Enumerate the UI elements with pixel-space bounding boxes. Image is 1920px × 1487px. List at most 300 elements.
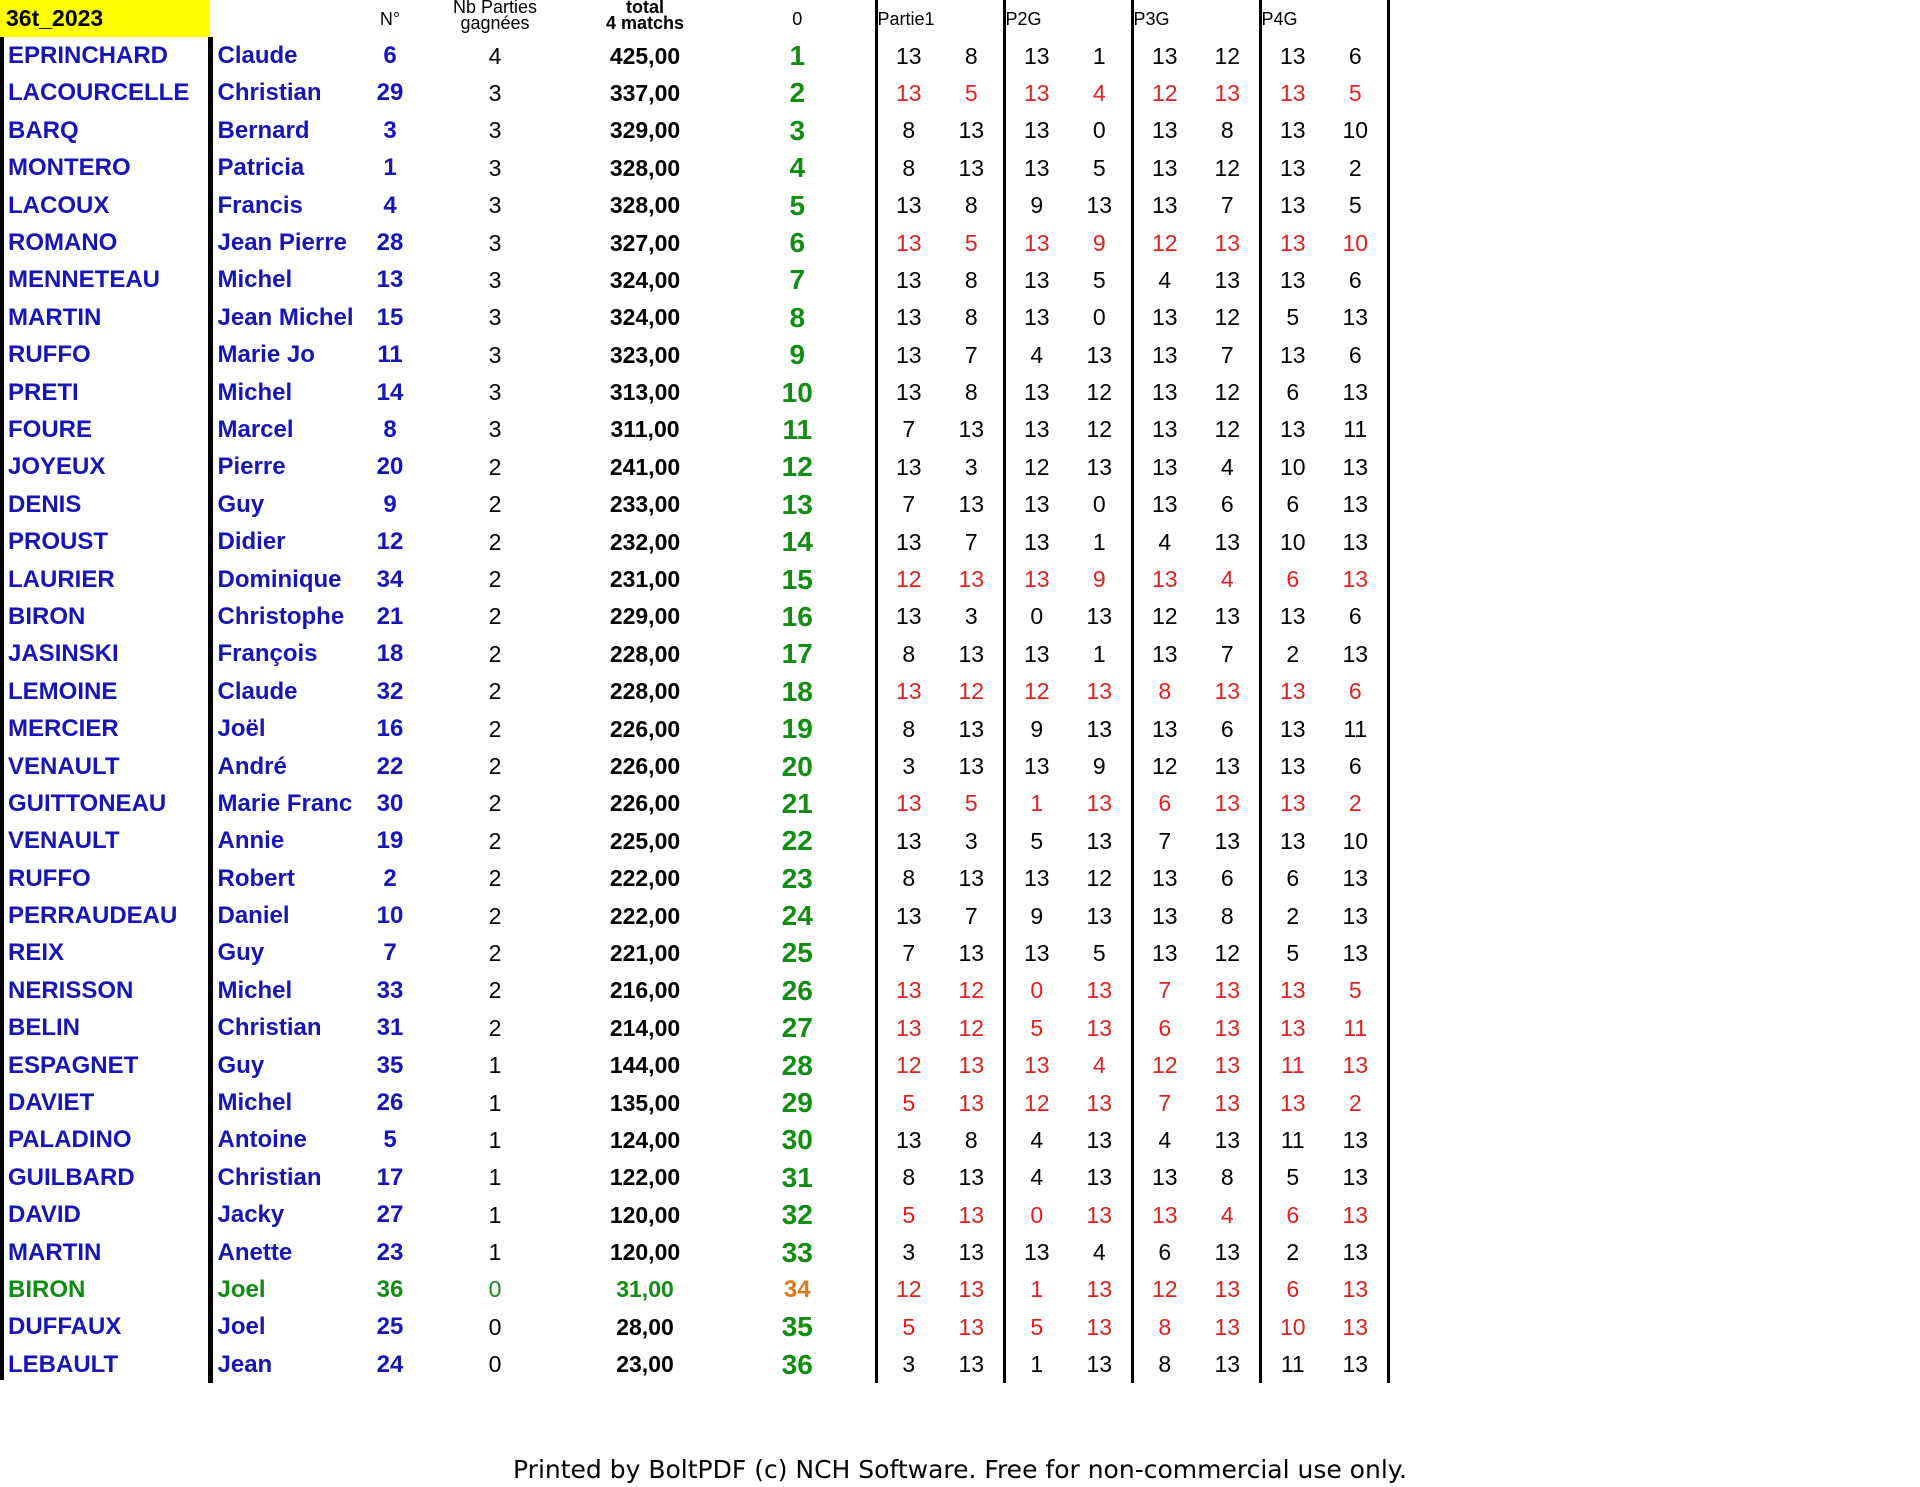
games-won: 1 xyxy=(488,1126,502,1153)
player-first-name: Christophe xyxy=(210,598,360,635)
game-score: 5 xyxy=(1092,154,1106,181)
player-rank: 36 xyxy=(781,1348,813,1380)
game-score: 6 xyxy=(1324,37,1388,74)
game-score: 13 xyxy=(958,416,985,443)
game-score: 13 xyxy=(1260,337,1324,374)
total-points: 337,00 xyxy=(609,79,681,106)
game-score: 13 xyxy=(958,865,985,892)
player-number: 6 xyxy=(383,42,397,70)
header-num: N° xyxy=(379,8,401,29)
game-score: 8 xyxy=(964,42,978,69)
player-last-name: NERISSON xyxy=(8,976,134,1004)
game-score: 13 xyxy=(958,1201,985,1228)
table-row xyxy=(0,337,1388,374)
game-score: 13 xyxy=(1004,224,1068,261)
total-points: 425,00 xyxy=(609,42,681,69)
header-partie1: Partie1 xyxy=(876,0,1004,37)
game-score: 13 xyxy=(1214,1351,1241,1378)
table-row xyxy=(0,37,1388,74)
game-score: 13 xyxy=(876,187,940,224)
table-row xyxy=(0,374,1388,411)
player-rank: 32 xyxy=(781,1199,813,1231)
game-score: 13 xyxy=(1214,977,1241,1004)
game-score: 12 xyxy=(1132,224,1196,261)
player-last-name: MENNETEAU xyxy=(8,266,161,294)
player-number: 21 xyxy=(376,602,404,630)
table-row xyxy=(0,299,1388,336)
table-row xyxy=(0,972,1388,1009)
player-first-name: André xyxy=(210,748,360,785)
game-score: 11 xyxy=(1324,1010,1388,1047)
game-score: 4 xyxy=(1132,523,1196,560)
game-score: 4 xyxy=(1092,1239,1106,1266)
game-score: 12 xyxy=(1214,42,1241,69)
game-score: 6 xyxy=(1324,598,1388,635)
games-won: 2 xyxy=(488,977,502,1004)
player-number: 27 xyxy=(376,1201,404,1229)
game-score: 4 xyxy=(1132,262,1196,299)
game-score: 13 xyxy=(958,1052,985,1079)
game-score: 11 xyxy=(1260,1346,1324,1383)
game-score: 13 xyxy=(876,972,940,1009)
table-row xyxy=(0,187,1388,224)
player-number: 30 xyxy=(376,789,404,817)
game-score: 12 xyxy=(1132,1271,1196,1308)
game-score: 12 xyxy=(1132,598,1196,635)
game-score: 13 xyxy=(1260,37,1324,74)
player-rank: 21 xyxy=(781,787,813,819)
game-score: 13 xyxy=(876,299,940,336)
games-won: 3 xyxy=(488,416,502,443)
player-number: 4 xyxy=(383,191,397,219)
player-number: 20 xyxy=(376,453,404,481)
games-won: 2 xyxy=(488,865,502,892)
game-score: 8 xyxy=(964,1126,978,1153)
player-last-name: JOYEUX xyxy=(8,453,106,481)
game-score: 12 xyxy=(1132,748,1196,785)
games-won: 1 xyxy=(488,1239,502,1266)
game-score: 13 xyxy=(1132,1197,1196,1234)
game-score: 7 xyxy=(1132,972,1196,1009)
total-points: 327,00 xyxy=(609,229,681,256)
player-last-name: LEMOINE xyxy=(8,677,118,705)
game-score: 13 xyxy=(1260,710,1324,747)
game-score: 0 xyxy=(1092,491,1106,518)
game-score: 13 xyxy=(1324,1047,1388,1084)
player-rank: 31 xyxy=(781,1161,813,1193)
game-score: 8 xyxy=(964,192,978,219)
player-last-name: MARTIN xyxy=(8,1238,102,1266)
table-row xyxy=(0,598,1388,635)
player-rank: 27 xyxy=(781,1012,813,1044)
player-number: 17 xyxy=(376,1163,404,1191)
player-first-name: Michel xyxy=(210,972,360,1009)
game-score: 13 xyxy=(1004,37,1068,74)
game-score: 13 xyxy=(1086,1201,1113,1228)
game-score: 13 xyxy=(1214,790,1241,817)
player-rank: 6 xyxy=(789,227,806,259)
player-rank: 11 xyxy=(782,413,813,445)
total-points: 328,00 xyxy=(609,192,681,219)
player-number: 35 xyxy=(376,1051,404,1079)
games-won: 0 xyxy=(488,1276,502,1303)
game-score: 13 xyxy=(1004,935,1068,972)
table-row xyxy=(0,673,1388,710)
game-score: 9 xyxy=(1092,566,1106,593)
game-score: 13 xyxy=(1214,79,1241,106)
table-row xyxy=(0,1197,1388,1234)
player-last-name: REIX xyxy=(8,939,65,967)
player-last-name: LEBAULT xyxy=(8,1350,119,1378)
player-rank: 17 xyxy=(781,638,813,670)
game-score: 7 xyxy=(1220,192,1234,219)
player-first-name: Marcel xyxy=(210,411,360,448)
game-score: 13 xyxy=(1324,897,1388,934)
game-score: 9 xyxy=(1004,897,1068,934)
player-first-name: Claude xyxy=(210,673,360,710)
game-score: 13 xyxy=(1324,1346,1388,1383)
game-score: 13 xyxy=(1214,229,1241,256)
game-score: 13 xyxy=(958,491,985,518)
player-first-name: Anette xyxy=(210,1234,360,1271)
game-score: 13 xyxy=(1132,150,1196,187)
player-number: 25 xyxy=(376,1313,404,1341)
player-rank: 29 xyxy=(781,1087,813,1119)
player-rank: 12 xyxy=(781,451,813,483)
table-row xyxy=(0,1309,1388,1346)
table-row xyxy=(0,935,1388,972)
game-score: 13 xyxy=(1214,1052,1241,1079)
game-score: 3 xyxy=(964,453,978,480)
player-first-name: Michel xyxy=(210,262,360,299)
game-score: 13 xyxy=(1324,935,1388,972)
total-points: 229,00 xyxy=(609,603,681,630)
game-score: 13 xyxy=(958,154,985,181)
game-score: 13 xyxy=(1004,523,1068,560)
game-score: 13 xyxy=(876,449,940,486)
game-score: 2 xyxy=(1324,1084,1388,1121)
game-score: 13 xyxy=(1324,486,1388,523)
total-points: 144,00 xyxy=(609,1052,681,1079)
total-points: 323,00 xyxy=(609,341,681,368)
game-score: 13 xyxy=(1260,1084,1324,1121)
total-points: 122,00 xyxy=(609,1164,681,1191)
game-score: 13 xyxy=(958,753,985,779)
games-won: 2 xyxy=(488,715,502,742)
game-score: 13 xyxy=(1260,224,1324,261)
game-score: 12 xyxy=(1086,416,1113,443)
game-score: 12 xyxy=(958,678,985,705)
games-won: 3 xyxy=(488,117,502,144)
total-points: 232,00 xyxy=(609,528,681,555)
table-row xyxy=(0,1346,1388,1383)
games-won: 3 xyxy=(488,79,502,106)
player-number: 7 xyxy=(383,939,397,967)
player-number: 11 xyxy=(377,341,403,369)
player-last-name: RUFFO xyxy=(8,341,91,369)
player-first-name: Joel xyxy=(210,1271,360,1308)
games-won: 3 xyxy=(488,379,502,406)
game-score: 13 xyxy=(1004,374,1068,411)
player-first-name: Dominique xyxy=(210,561,360,598)
game-score: 3 xyxy=(876,1346,940,1383)
game-score: 13 xyxy=(876,75,940,112)
game-score: 5 xyxy=(876,1084,940,1121)
total-points: 225,00 xyxy=(609,827,681,854)
game-score: 1 xyxy=(1092,528,1106,555)
table-row xyxy=(0,150,1388,187)
player-rank: 3 xyxy=(789,114,806,146)
header-wins-line1: Nb Parties xyxy=(452,0,538,18)
game-score: 13 xyxy=(1086,341,1113,368)
game-score: 12 xyxy=(958,1014,985,1041)
game-score: 7 xyxy=(876,486,940,523)
game-score: 6 xyxy=(1260,374,1324,411)
header-wins-line2: gagnées xyxy=(460,13,530,34)
game-score: 13 xyxy=(1214,827,1241,854)
game-score: 12 xyxy=(876,1271,940,1308)
results-body xyxy=(0,37,1388,1383)
player-first-name: Michel xyxy=(210,374,360,411)
game-score: 13 xyxy=(1324,561,1388,598)
game-score: 5 xyxy=(964,790,978,817)
player-rank: 14 xyxy=(781,526,813,558)
player-number: 8 xyxy=(383,415,397,443)
player-number: 31 xyxy=(376,1014,404,1042)
game-score: 0 xyxy=(1004,972,1068,1009)
game-score: 6 xyxy=(1324,337,1388,374)
game-score: 13 xyxy=(876,598,940,635)
table-row xyxy=(0,785,1388,822)
total-points: 120,00 xyxy=(609,1201,681,1228)
game-score: 13 xyxy=(1086,827,1113,854)
games-won: 3 xyxy=(488,229,502,256)
game-score: 10 xyxy=(1324,823,1388,860)
player-rank: 19 xyxy=(781,713,813,745)
player-rank: 9 xyxy=(789,339,806,371)
game-score: 1 xyxy=(1004,1271,1068,1308)
game-score: 13 xyxy=(876,337,940,374)
game-score: 13 xyxy=(1260,673,1324,710)
game-score: 6 xyxy=(1260,561,1324,598)
game-score: 13 xyxy=(1324,299,1388,336)
player-first-name: Jean xyxy=(210,1346,360,1383)
game-score: 13 xyxy=(876,37,940,74)
player-last-name: ESPAGNET xyxy=(8,1051,139,1079)
games-won: 3 xyxy=(488,192,502,219)
game-score: 7 xyxy=(964,902,978,929)
game-score: 4 xyxy=(1004,337,1068,374)
player-rank: 25 xyxy=(781,937,813,969)
player-last-name: VENAULT xyxy=(8,752,120,780)
game-score: 13 xyxy=(958,1276,985,1303)
player-number: 3 xyxy=(383,116,397,144)
game-score: 7 xyxy=(876,935,940,972)
game-score: 13 xyxy=(876,1122,940,1159)
game-score: 13 xyxy=(1214,528,1241,555)
game-score: 6 xyxy=(1220,865,1234,892)
game-score: 13 xyxy=(1260,598,1324,635)
game-score: 12 xyxy=(1214,939,1241,966)
game-score: 13 xyxy=(1086,1351,1113,1378)
player-first-name: Patricia xyxy=(210,150,360,187)
games-won: 2 xyxy=(488,790,502,817)
game-score: 12 xyxy=(1132,75,1196,112)
player-first-name: Daniel xyxy=(210,897,360,934)
total-points: 221,00 xyxy=(609,939,681,966)
game-score: 13 xyxy=(1260,112,1324,149)
game-score: 13 xyxy=(1004,486,1068,523)
table-row xyxy=(0,1234,1388,1271)
game-score: 13 xyxy=(958,1351,985,1378)
player-last-name: LACOURCELLE xyxy=(8,79,190,107)
total-points: 135,00 xyxy=(609,1089,681,1116)
player-first-name: Christian xyxy=(210,75,360,112)
total-points: 214,00 xyxy=(609,1014,681,1041)
game-score: 4 xyxy=(1220,1201,1234,1228)
game-score: 13 xyxy=(1086,715,1113,742)
game-score: 9 xyxy=(1092,229,1106,256)
game-score: 0 xyxy=(1004,598,1068,635)
game-score: 13 xyxy=(958,715,985,742)
player-number: 10 xyxy=(376,902,404,930)
player-first-name: Guy xyxy=(210,935,360,972)
games-won: 2 xyxy=(488,1014,502,1041)
player-number: 12 xyxy=(376,528,404,556)
game-score: 8 xyxy=(964,379,978,406)
sheet-title: 36t_2023 xyxy=(0,0,210,37)
player-number: 24 xyxy=(376,1350,404,1378)
game-score: 8 xyxy=(876,1159,940,1196)
game-score: 13 xyxy=(1324,1234,1388,1271)
game-score: 13 xyxy=(1086,603,1113,630)
player-number: 1 xyxy=(383,154,397,182)
total-points: 324,00 xyxy=(609,266,681,293)
table-row xyxy=(0,636,1388,673)
game-score: 13 xyxy=(1324,1197,1388,1234)
games-won: 2 xyxy=(488,603,502,630)
game-score: 6 xyxy=(1324,673,1388,710)
player-rank: 10 xyxy=(781,376,813,408)
game-score: 8 xyxy=(876,112,940,149)
player-rank: 35 xyxy=(781,1311,813,1343)
games-won: 0 xyxy=(488,1313,502,1340)
game-score: 13 xyxy=(1004,112,1068,149)
player-number: 13 xyxy=(376,266,404,294)
game-score: 12 xyxy=(958,977,985,1004)
player-last-name: PALADINO xyxy=(8,1126,132,1154)
player-first-name: Didier xyxy=(210,523,360,560)
game-score: 3 xyxy=(964,603,978,630)
game-score: 11 xyxy=(1260,1047,1324,1084)
header-first-name xyxy=(210,0,360,37)
player-first-name: Guy xyxy=(210,1047,360,1084)
player-rank: 13 xyxy=(781,488,813,520)
game-score: 11 xyxy=(1260,1122,1324,1159)
total-points: 233,00 xyxy=(609,491,681,518)
game-score: 13 xyxy=(1214,678,1241,705)
player-number: 33 xyxy=(376,976,404,1004)
game-score: 5 xyxy=(1092,266,1106,293)
game-score: 13 xyxy=(876,823,940,860)
game-score: 12 xyxy=(1086,865,1113,892)
player-number: 19 xyxy=(376,827,404,855)
game-score: 13 xyxy=(1004,860,1068,897)
game-score: 13 xyxy=(1260,75,1324,112)
table-row xyxy=(0,561,1388,598)
game-score: 9 xyxy=(1004,710,1068,747)
total-points: 329,00 xyxy=(609,117,681,144)
player-last-name: BIRON xyxy=(8,602,86,630)
game-score: 6 xyxy=(1220,491,1234,518)
player-rank: 16 xyxy=(781,600,813,632)
player-first-name: Annie xyxy=(210,823,360,860)
total-points: 311,00 xyxy=(610,416,680,443)
player-last-name: LAURIER xyxy=(8,565,115,593)
player-first-name: Jean Michel xyxy=(210,299,360,336)
player-last-name: VENAULT xyxy=(8,827,120,855)
table-row xyxy=(0,748,1388,785)
game-score: 13 xyxy=(1260,823,1324,860)
game-score: 4 xyxy=(1004,1122,1068,1159)
player-first-name: Joël xyxy=(210,710,360,747)
game-score: 13 xyxy=(1214,1313,1241,1340)
header-wins xyxy=(420,0,570,37)
player-number: 18 xyxy=(376,640,404,668)
player-number: 29 xyxy=(376,79,404,107)
game-score: 5 xyxy=(1004,1010,1068,1047)
game-score: 7 xyxy=(1132,823,1196,860)
game-score: 6 xyxy=(1324,262,1388,299)
total-points: 222,00 xyxy=(609,902,681,929)
game-score: 5 xyxy=(964,79,978,106)
game-score: 13 xyxy=(1132,860,1196,897)
game-score: 13 xyxy=(958,117,985,144)
game-score: 8 xyxy=(876,636,940,673)
game-score: 4 xyxy=(1132,1122,1196,1159)
game-score: 12 xyxy=(876,1047,940,1084)
player-rank: 23 xyxy=(781,862,813,894)
games-won: 2 xyxy=(488,453,502,480)
game-score: 5 xyxy=(964,229,978,256)
player-number: 23 xyxy=(376,1238,404,1266)
player-first-name: Bernard xyxy=(210,112,360,149)
total-points: 216,00 xyxy=(609,977,681,1004)
table-row xyxy=(0,1122,1388,1159)
game-score: 8 xyxy=(1132,673,1196,710)
game-score: 13 xyxy=(1324,860,1388,897)
player-last-name: FOURE xyxy=(8,415,92,443)
total-points: 231,00 xyxy=(609,566,681,593)
game-score: 13 xyxy=(1132,561,1196,598)
table-row xyxy=(0,224,1388,261)
game-score: 10 xyxy=(1260,449,1324,486)
games-won: 1 xyxy=(488,1164,502,1191)
game-score: 13 xyxy=(1086,1313,1113,1340)
game-score: 8 xyxy=(1132,1309,1196,1346)
header-rank: 0 xyxy=(792,8,803,29)
game-score: 6 xyxy=(1220,715,1234,742)
game-score: 13 xyxy=(1132,187,1196,224)
game-score: 13 xyxy=(1004,411,1068,448)
table-row xyxy=(0,262,1388,299)
games-won: 2 xyxy=(488,902,502,929)
game-score: 8 xyxy=(1220,1164,1234,1191)
game-score: 5 xyxy=(1260,935,1324,972)
game-score: 7 xyxy=(1220,640,1234,667)
game-score: 13 xyxy=(958,566,985,593)
games-won: 2 xyxy=(488,678,502,705)
